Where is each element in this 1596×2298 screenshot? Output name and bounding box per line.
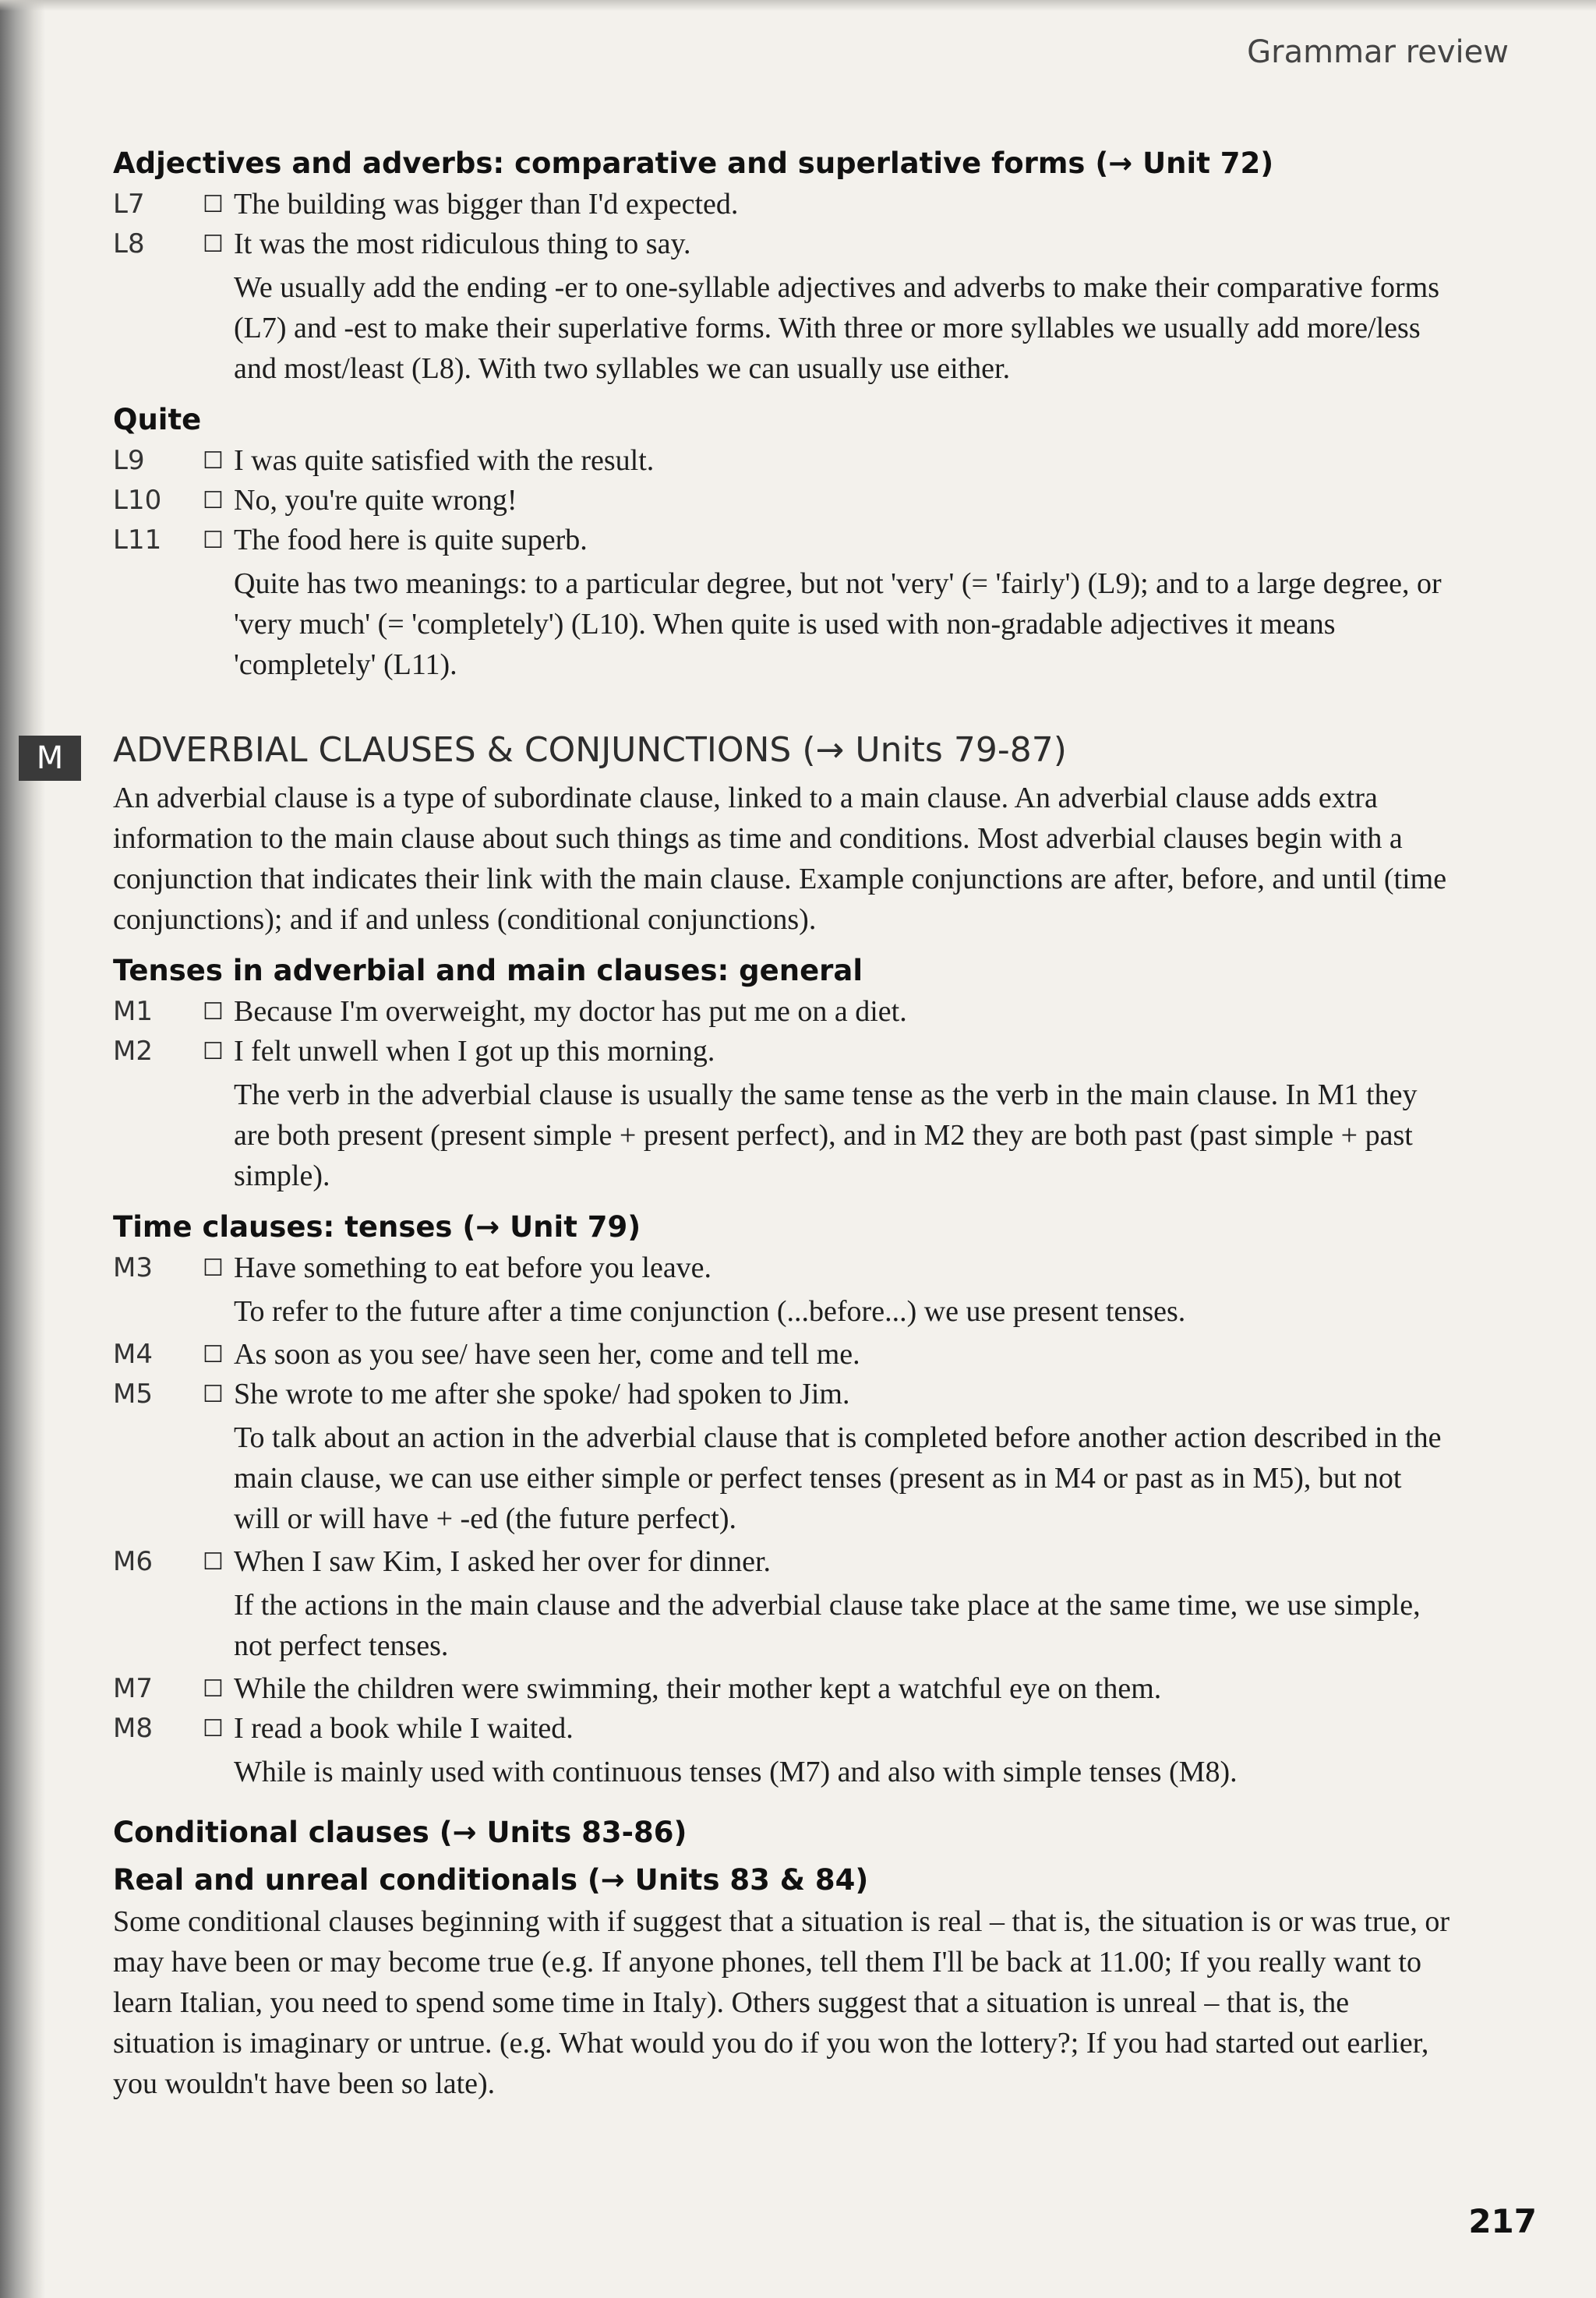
example-code: L10 bbox=[113, 485, 162, 516]
example-row bbox=[113, 1032, 1453, 1071]
explanation-note: Quite has two meanings: to a particular degree, but not 'very' (= 'fairly') (L9); and to a large degree, or 'very much' (= 'completely') (L10). When quite is used with non-gradable adjectives it means 'completely' (L11). bbox=[234, 567, 1442, 681]
checkbox-icon: ☐ bbox=[203, 488, 224, 514]
example-code: L11 bbox=[113, 524, 162, 556]
example-text: It was the most ridiculous thing to say. bbox=[234, 228, 691, 260]
example-row bbox=[113, 992, 1453, 1032]
example-text: She wrote to me after she spoke/ had spoken to Jim. bbox=[234, 1378, 850, 1410]
section-badge: M bbox=[19, 736, 81, 781]
page-top-shadow bbox=[0, 0, 1596, 11]
example-code: M8 bbox=[113, 1713, 153, 1744]
explanation-note: To talk about an action in the adverbial clause that is completed before another action described in the main clause, we can use either simple or perfect tenses (present as in M4 or past as in M5), but not will or will have + -ed (the future perfect). bbox=[234, 1421, 1442, 1535]
example-text: I read a book while I waited. bbox=[234, 1712, 574, 1745]
heading-conditional-clauses: Conditional clauses (→ Units 83-86) bbox=[113, 1816, 687, 1849]
section-heading-adverbial-clauses: ADVERBIAL CLAUSES & CONJUNCTIONS (→ Units 79-87) bbox=[113, 730, 1067, 770]
example-row bbox=[113, 1248, 1453, 1288]
example-row bbox=[113, 1335, 1453, 1375]
page-content bbox=[113, 132, 1453, 2109]
example-text: No, you're quite wrong! bbox=[234, 484, 517, 517]
explanation-note: If the actions in the main clause and the adverbial clause take place at the same time, we use simple, not perfect tenses. bbox=[234, 1589, 1421, 1662]
heading-adjectives-adverbs: Adjectives and adverbs: comparative and superlative forms (→ Unit 72) bbox=[113, 146, 1274, 180]
heading-quite: Quite bbox=[113, 403, 202, 436]
example-code: M3 bbox=[113, 1252, 153, 1283]
heading-real-unreal-conditionals: Real and unreal conditionals (→ Units 83 & 84) bbox=[113, 1863, 869, 1897]
example-text: As soon as you see/ have seen her, come and tell me. bbox=[234, 1338, 860, 1371]
explanation-note: While is mainly used with continuous tenses (M7) and also with simple tenses (M8). bbox=[234, 1756, 1238, 1788]
checkbox-icon: ☐ bbox=[203, 231, 224, 257]
running-head: Grammar review bbox=[1247, 34, 1509, 70]
checkbox-icon: ☐ bbox=[203, 1382, 224, 1407]
checkbox-icon: ☐ bbox=[203, 192, 224, 217]
checkbox-icon: ☐ bbox=[203, 528, 224, 553]
intro-paragraph: An adverbial clause is a type of subordinate clause, linked to a main clause. An adverbial clause adds extra information to the main clause about such things as time and conditions. Most adverbial clauses begin with a conjunction that indicates their link with the main clause. Example conjunctions are after, before, and until (time conjunctions); and if and unless (conditional conjunctions). bbox=[113, 782, 1447, 936]
example-row bbox=[113, 481, 1453, 521]
example-text: I felt unwell when I got up this morning. bbox=[234, 1035, 715, 1068]
example-row bbox=[113, 441, 1453, 481]
example-code: M7 bbox=[113, 1673, 153, 1704]
example-code: M1 bbox=[113, 996, 153, 1027]
heading-tenses-general: Tenses in adverbial and main clauses: general bbox=[113, 954, 863, 987]
example-text: The building was bigger than I'd expected. bbox=[234, 188, 739, 221]
conditional-paragraph: Some conditional clauses beginning with if suggest that a situation is real – that is, the situation is or was true, or may have been or may become true (e.g. If anyone phones, tell them I'll be back at 11.00; If you really want to learn Italian, you need to spend some time in Italy). Others suggest that a situation is unreal – that is, the situation is imaginary or untrue. (e.g. What would you do if you won the lottery?; If you had started out earlier, you wouldn't have been so late). bbox=[113, 1905, 1449, 2100]
example-row bbox=[113, 185, 1453, 224]
example-row bbox=[113, 224, 1453, 264]
example-row bbox=[113, 1669, 1453, 1709]
example-row bbox=[113, 1375, 1453, 1414]
heading-time-clauses: Time clauses: tenses (→ Unit 79) bbox=[113, 1210, 641, 1244]
example-text: Have something to eat before you leave. bbox=[234, 1251, 712, 1284]
example-code: M5 bbox=[113, 1378, 153, 1410]
checkbox-icon: ☐ bbox=[203, 1716, 224, 1742]
example-code: L8 bbox=[113, 228, 145, 259]
example-text: Because I'm overweight, my doctor has put me on a diet. bbox=[234, 995, 907, 1028]
checkbox-icon: ☐ bbox=[203, 1676, 224, 1702]
checkbox-icon: ☐ bbox=[203, 1342, 224, 1368]
example-text: When I saw Kim, I asked her over for dinner. bbox=[234, 1545, 772, 1578]
example-code: L7 bbox=[113, 189, 145, 220]
example-code: M2 bbox=[113, 1036, 153, 1067]
explanation-note: We usually add the ending -er to one-syllable adjectives and adverbs to make their comparative forms (L7) and -est to make their superlative forms. With three or more syllables we usually add more/less and most/least (L8). With two syllables we can usually use either. bbox=[234, 271, 1440, 385]
checkbox-icon: ☐ bbox=[203, 1549, 224, 1575]
example-code: M6 bbox=[113, 1546, 153, 1577]
example-text: I was quite satisfied with the result. bbox=[234, 444, 655, 477]
example-row bbox=[113, 1542, 1453, 1582]
page-number: 217 bbox=[1468, 2202, 1537, 2240]
example-row bbox=[113, 1709, 1453, 1749]
page-edge-shadow bbox=[0, 0, 45, 2298]
example-code: L9 bbox=[113, 445, 145, 476]
example-code: M4 bbox=[113, 1339, 153, 1370]
example-row bbox=[113, 521, 1453, 560]
checkbox-icon: ☐ bbox=[203, 999, 224, 1025]
explanation-note: To refer to the future after a time conjunction (...before...) we use present tenses. bbox=[234, 1295, 1186, 1328]
checkbox-icon: ☐ bbox=[203, 1255, 224, 1281]
checkbox-icon: ☐ bbox=[203, 1039, 224, 1064]
checkbox-icon: ☐ bbox=[203, 448, 224, 474]
explanation-note: The verb in the adverbial clause is usually the same tense as the verb in the main clause. In M1 they are both present (present simple + present perfect), and in M2 they are both past (past simple + past simple). bbox=[234, 1078, 1418, 1192]
example-text: The food here is quite superb. bbox=[234, 524, 588, 556]
example-text: While the children were swimming, their mother kept a watchful eye on them. bbox=[234, 1672, 1162, 1705]
